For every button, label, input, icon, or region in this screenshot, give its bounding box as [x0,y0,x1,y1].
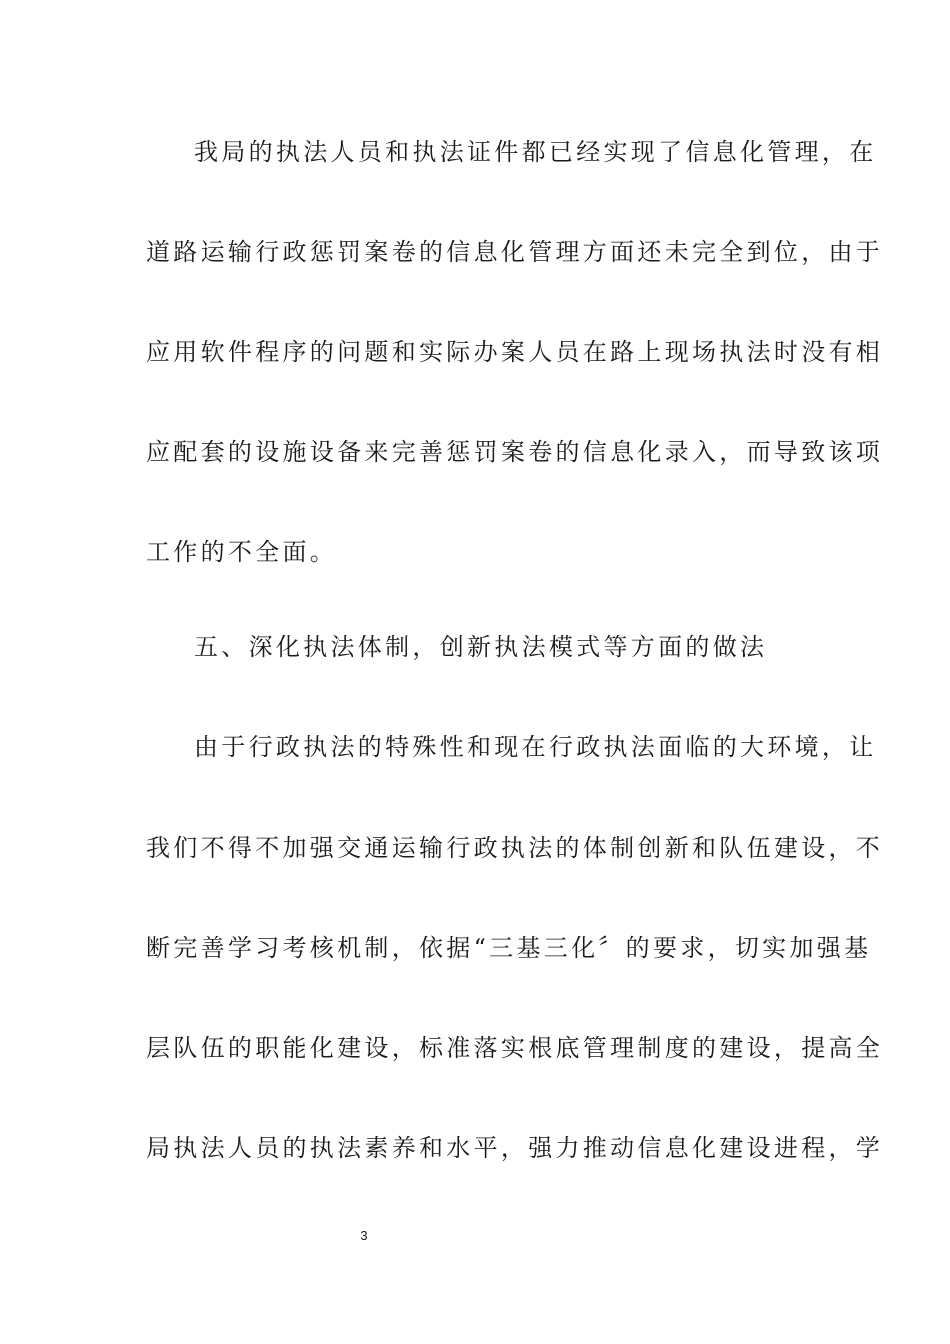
paragraph-1-line-4: 应配套的设施设备来完善惩罚案卷的信息化录入，而导致该项 [146,438,884,466]
section-heading: 五、深化执法体制，创新执法模式等方面的做法 [194,633,768,661]
paragraph-2-line-5: 局执法人员的执法素养和水平，强力推动信息化建设进程，学 [146,1134,884,1162]
paragraph-2-line-4: 层队伍的职能化建设，标准落实根底管理制度的建设，提高全 [146,1034,884,1062]
paragraph-1-line-1: 我局的执法人员和执法证件都已经实现了信息化管理，在 [194,138,877,166]
paragraph-2-line-3: 断完善学习考核机制，依据“三基三化〞的要求，切实加强基 [146,934,872,962]
paragraph-2-line-2: 我们不得不加强交通运输行政执法的体制创新和队伍建设，不 [146,834,884,862]
paragraph-1-line-5: 工作的不全面。 [146,538,338,566]
paragraph-1-line-3: 应用软件程序的问题和实际办案人员在路上现场执法时没有相 [146,338,884,366]
paragraph-2-line-1: 由于行政执法的特殊性和现在行政执法面临的大环境，让 [194,733,877,761]
page-number: 3 [360,1228,368,1243]
paragraph-1-line-2: 道路运输行政惩罚案卷的信息化管理方面还未完全到位，由于 [146,238,884,266]
